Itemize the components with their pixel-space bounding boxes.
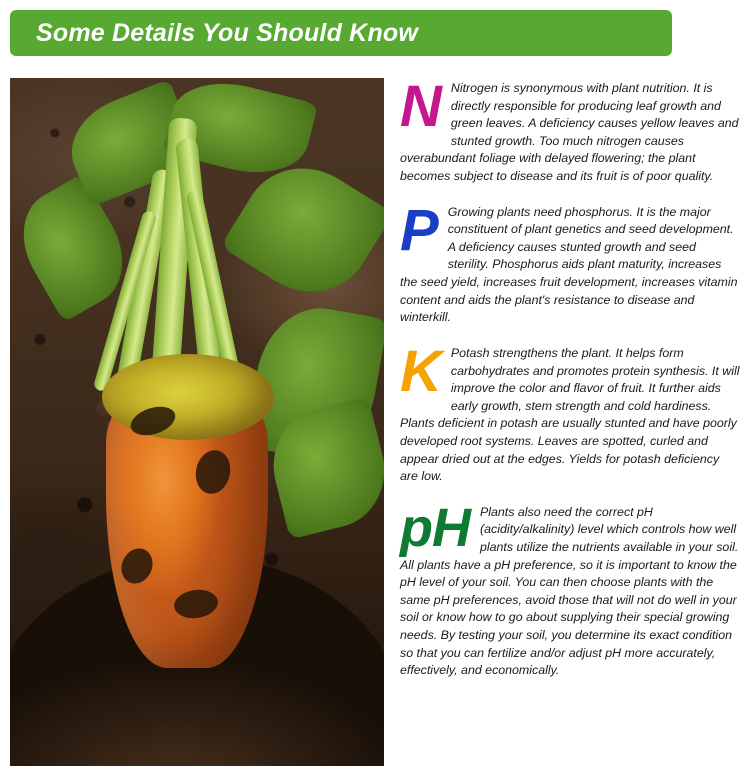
carrot-in-soil-photo xyxy=(10,78,384,766)
phosphorus-initial: P xyxy=(400,197,439,263)
carrot-crown xyxy=(102,354,274,440)
header-banner xyxy=(10,10,672,56)
nutrient-text-column xyxy=(400,74,740,698)
phosphorus-description: Growing plants need phosphorus. It is the major constituent of plant genetics and seed development. A deficiency causes stunted growth and seed sterility. Phosphorus aids plant maturity, increases the seed yield, increases fruit development, increases vitamin content and aids the plant's resistance to disease and winterkill. xyxy=(400,204,738,325)
nutrient-block-phosphorus xyxy=(400,197,740,327)
potash-initial: K xyxy=(400,338,442,404)
nutrient-block-nitrogen xyxy=(400,74,740,186)
ph-description: Plants also need the correct pH (acidity/alkalinity) level which controls how well plants utilize the nutrients available in your soil. All plants have a pH preference, so it is important to know the pH level of your soil. You can then choose plants with the same pH preferences, avoid those that will not do well in your soil or know how to go about supplying their special growing needs. By testing your soil, you determine its exact condition so that you can fertilize and/or adjust pH more accurately, effectively, and economically. xyxy=(400,504,739,678)
nitrogen-description: Nitrogen is synonymous with plant nutrition. It is directly responsible for producing leaf growth and green leaves. A deficiency causes yellow leaves and stunted growth. Too much nitrogen causes overabundant foliage with delayed flowering; the plant becomes subject to disease and its fruit is of poor quality. xyxy=(400,81,739,184)
nutrient-block-potash xyxy=(400,338,740,486)
page-title: Some Details You Should Know xyxy=(36,18,419,47)
potash-description: Potash strengthens the plant. It helps form carbohydrates and promotes protein synthesis. It will improve the color and flavor of fruit. It further aids early growth, stem strength and cold hardiness. Plants deficient in potash are usually stunted and have poorly developed root systems. Leaves are spotted, curled and appear dried out at the edges. Yields for potash deficiency are low. xyxy=(400,345,740,484)
ph-initial: pH xyxy=(400,497,470,558)
nutrient-block-ph xyxy=(400,497,740,680)
nitrogen-initial: N xyxy=(400,74,442,139)
